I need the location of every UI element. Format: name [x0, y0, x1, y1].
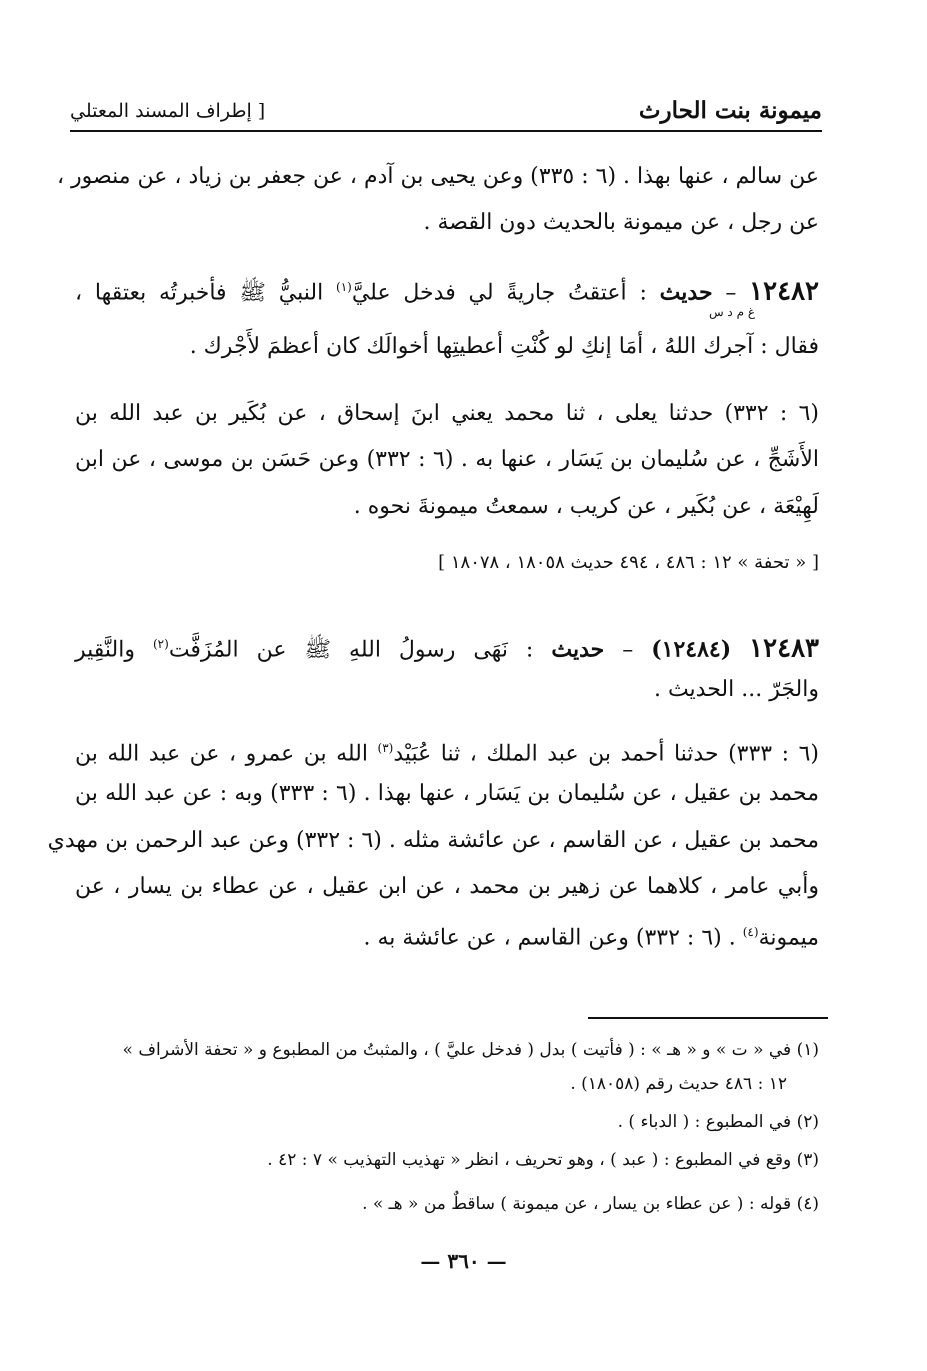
isnad-12483-line-3: محمد بن عقيل ، عن القاسم ، عن عائشة مثله . (٦ : ٣٣٢) وعن عبد الرحمن بن مهدي	[47, 828, 819, 853]
footnote-4: (٤) قوله : ( عن عطاء بن يسار ، عن ميمونة ) ساقطٌ من « هـ » .	[362, 1194, 819, 1214]
footnote-divider	[588, 1017, 828, 1019]
dash: –	[725, 280, 737, 306]
hadith-keyword: حديث	[659, 279, 713, 306]
isnad-12483-line-4: وأبي عامر ، كلاهما عن زهير بن محمد ، عن ابن عقيل ، عن عطاء بن يسار ، عن	[75, 874, 819, 899]
carry-line-2: عن رجل ، عن ميمونة بالحديث دون القصة .	[423, 210, 819, 235]
footnote-ref-4: (٤)	[742, 925, 759, 939]
footnote-2: (٢) في المطبوع : ( الدباء ) .	[617, 1112, 819, 1132]
book-title: [ إطراف المسند المعتلي	[70, 100, 266, 122]
footnote-1-line-2: ١٢ : ٤٨٦ حديث رقم (١٨٠٥٨) .	[570, 1074, 787, 1094]
footnote-ref-2: (٢)	[152, 637, 169, 651]
isnad-12483-line-1	[75, 731, 819, 771]
dash: –	[622, 637, 634, 663]
isnad-12482-line-3: لَهِيْعَة ، عن بُكَير ، عن كريب ، سمعتُ ميمونةَ نحوه .	[353, 494, 819, 519]
isnad-12483-line-2: محمد بن عقيل ، عن سُليمان بن يَسَار ، عنها بهذا . (٦ : ٣٣٣) وبه : عن عبد الله بن	[75, 781, 820, 806]
isnad-12483-line-5	[75, 915, 819, 955]
isnad-text: . (٦ : ٣٣٢) وعن القاسم ، عن عائشة به .	[363, 925, 736, 951]
footnote-ref-3: (٣)	[377, 741, 394, 755]
page-number: — ٣٦٠ —	[420, 1249, 507, 1273]
hadith-number: ١٢٤٨٣	[749, 633, 819, 664]
hadith-text: : نَهَى رسولُ اللهِ ﷺ عن المُزَفَّت	[168, 637, 534, 663]
alt-hadith-number: (١٢٤٨٤)	[651, 636, 732, 663]
isnad-text: الله بن عمرو ، عن عبد الله بن	[75, 741, 368, 767]
footnote-3: (٣) وقع في المطبوع : ( عبد ) ، وهو تحريف ، انظر « تهذيب التهذيب » ٧ : ٤٢ .	[267, 1150, 819, 1170]
isnad-12482-line-2: الأَشَجِّ ، عن سُليمان بن يَسَار ، عنها به . (٦ : ٣٣٢) وعن حَسَن بن موسى ، عن ابن	[75, 447, 819, 472]
running-title: ميمونة بنت الحارث	[638, 97, 822, 124]
footnote-1-line-1: (١) في « ت » و « هـ » : ( فأتيت ) بدل ( فدخل عليَّ ) ، والمثبتُ من المطبوع و « تحفة الأشراف »	[122, 1040, 819, 1060]
hadith-text: : أعتقتُ جاريةً لي فدخل عليَّ	[351, 280, 647, 306]
hadith-12482-line-2: فقال : آجرك اللهُ ، أمَا إنكِ لو كُنْتِ أعطيتِها أخوالَك كان أعظمَ لأَجْرك .	[189, 334, 819, 359]
footnote-ref-1: (١)	[336, 280, 352, 294]
tuhfa-reference: [ « تحفة » ١٢ : ٤٨٦ ، ٤٩٤ حديث ١٨٠٥٨ ، ١٨٠٧٨ ]	[438, 552, 819, 573]
hadith-text: والنَّقِير	[75, 637, 135, 663]
page-header	[70, 92, 822, 132]
collection-sigla: غ م د س	[708, 305, 755, 319]
hadith-keyword: حديث	[551, 636, 605, 663]
carry-line-1: عن سالم ، عنها بهذا . (٦ : ٣٣٥) وعن يحيى بن آدم ، عن جعفر بن زياد ، عن منصور ،	[56, 164, 819, 189]
hadith-text: النبيُّ ﷺ فأخبرتُه بعتقها ،	[75, 280, 324, 306]
isnad-text: ميمونة	[758, 925, 819, 951]
hadith-12483-line-2: والجَرّ ... الحديث .	[653, 677, 819, 702]
hadith-number: ١٢٤٨٢	[749, 276, 819, 307]
isnad-12482-line-1: (٦ : ٣٣٢) حدثنا يعلى ، ثنا محمد يعني ابنَ إسحاق ، عن بُكَير بن عبد الله بن	[75, 401, 820, 426]
hadith-12483-line-1	[75, 627, 819, 667]
isnad-text: (٦ : ٣٣٣) حدثنا أحمد بن عبد الملك ، ثنا عُبَيْد	[393, 741, 819, 767]
